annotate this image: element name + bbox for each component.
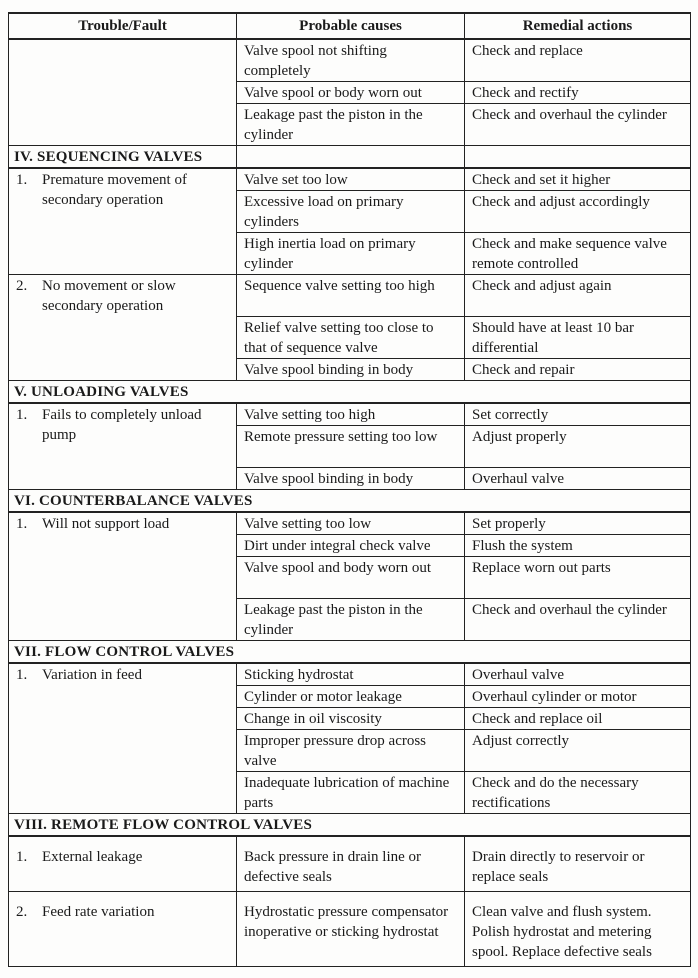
cause-cell: Valve setting too low — [237, 512, 465, 535]
cause-cell: Dirt under integral check valve — [237, 535, 465, 557]
table-row — [9, 512, 691, 535]
fault-number: 1. — [16, 849, 28, 865]
cause-cell: Leakage past the piston in the cylinder — [237, 104, 465, 146]
fault-number: 1. — [16, 407, 28, 423]
fault-number: 1. — [16, 516, 28, 532]
cause-cell: Back pressure in drain line or defective seals — [237, 836, 465, 892]
cause-cell: Valve setting too high — [237, 403, 465, 426]
section-heading-row — [9, 490, 691, 513]
section-heading-row — [9, 814, 691, 837]
fault-cell-empty — [9, 39, 237, 146]
section-title: VIII. REMOTE FLOW CONTROL VALVES — [9, 814, 691, 837]
remedy-cell: Replace worn out parts — [465, 557, 691, 599]
fault-cell — [9, 512, 237, 641]
remedy-cell: Overhaul valve — [465, 663, 691, 686]
fault-number: 2. — [16, 904, 28, 920]
fault-cell — [9, 836, 237, 892]
cause-cell: Improper pressure drop across valve — [237, 730, 465, 772]
cause-cell: Sequence valve setting too high — [237, 275, 465, 317]
cause-cell: Inadequate lubrication of machine parts — [237, 772, 465, 814]
cause-cell: Valve spool binding in body — [237, 468, 465, 490]
table-row — [9, 39, 691, 82]
cause-cell: Cylinder or motor leakage — [237, 686, 465, 708]
fault-text: Will not support load — [42, 516, 170, 532]
remedy-cell: Adjust properly — [465, 426, 691, 468]
troubleshooting-table — [8, 12, 691, 967]
cause-cell: Valve set too low — [237, 168, 465, 191]
section-heading-row — [9, 641, 691, 664]
remedy-cell: Flush the system — [465, 535, 691, 557]
remedy-cell: Check and do the necessary rectifications — [465, 772, 691, 814]
remedy-cell: Check and adjust accordingly — [465, 191, 691, 233]
cause-cell: Sticking hydrostat — [237, 663, 465, 686]
fault-number: 1. — [16, 667, 28, 683]
cause-cell: Valve spool and body worn out — [237, 557, 465, 599]
cause-cell: Valve spool or body worn out — [237, 82, 465, 104]
section-heading-row — [9, 381, 691, 404]
remedy-cell: Adjust correctly — [465, 730, 691, 772]
section-heading-row — [9, 146, 691, 169]
cause-cell: Valve spool not shifting completely — [237, 39, 465, 82]
remedy-cell: Check and make sequence valve remote controlled — [465, 233, 691, 275]
remedy-cell: Check and adjust again — [465, 275, 691, 317]
fault-cell — [9, 892, 237, 967]
fault-text: Fails to completely unload pump — [42, 407, 202, 443]
section-title: VI. COUNTERBALANCE VALVES — [9, 490, 691, 513]
remedy-cell: Should have at least 10 bar differential — [465, 317, 691, 359]
remedy-cell: Check and replace — [465, 39, 691, 82]
cause-cell: Leakage past the piston in the cylinder — [237, 599, 465, 641]
remedy-cell: Set properly — [465, 512, 691, 535]
section-title: V. UNLOADING VALVES — [9, 381, 691, 404]
section-blank-cell — [237, 146, 465, 169]
table-row — [9, 663, 691, 686]
fault-cell — [9, 403, 237, 490]
remedy-cell: Drain directly to reservoir or replace seals — [465, 836, 691, 892]
fault-text: Feed rate variation — [42, 904, 155, 920]
remedy-cell: Overhaul cylinder or motor — [465, 686, 691, 708]
remedy-cell: Clean valve and flush system. Polish hydrostat and metering spool. Replace defective seals — [465, 892, 691, 967]
table-row — [9, 892, 691, 967]
section-title: VII. FLOW CONTROL VALVES — [9, 641, 691, 664]
cause-cell: Change in oil viscosity — [237, 708, 465, 730]
remedy-cell: Check and rectify — [465, 82, 691, 104]
remedy-cell: Check and repair — [465, 359, 691, 381]
remedy-cell: Check and overhaul the cylinder — [465, 104, 691, 146]
fault-text: External leakage — [42, 849, 143, 865]
fault-number: 1. — [16, 172, 28, 188]
header-causes: Probable causes — [237, 13, 465, 39]
remedy-cell: Check and set it higher — [465, 168, 691, 191]
table-row — [9, 836, 691, 892]
header-trouble: Trouble/Fault — [9, 13, 237, 39]
table-row — [9, 403, 691, 426]
fault-cell — [9, 168, 237, 275]
table-row — [9, 168, 691, 191]
fault-number: 2. — [16, 278, 28, 294]
remedy-cell: Check and replace oil — [465, 708, 691, 730]
cause-cell: Relief valve setting too close to that of sequence valve — [237, 317, 465, 359]
table-header-row — [9, 13, 691, 39]
fault-text: No movement or slow secondary operation — [42, 278, 176, 314]
table-row — [9, 275, 691, 317]
cause-cell: Valve spool binding in body — [237, 359, 465, 381]
fault-cell — [9, 663, 237, 814]
cause-cell: Remote pressure setting too low — [237, 426, 465, 468]
cause-cell: Hydrostatic pressure compensator inoperative or sticking hydrostat — [237, 892, 465, 967]
remedy-cell: Overhaul valve — [465, 468, 691, 490]
section-title: IV. SEQUENCING VALVES — [9, 146, 237, 169]
header-remedies: Remedial actions — [465, 13, 691, 39]
cause-cell: Excessive load on primary cylinders — [237, 191, 465, 233]
fault-text: Variation in feed — [42, 667, 142, 683]
fault-cell — [9, 275, 237, 381]
remedy-cell: Set correctly — [465, 403, 691, 426]
fault-text: Premature movement of secondary operation — [42, 172, 187, 208]
section-blank-cell — [465, 146, 691, 169]
cause-cell: High inertia load on primary cylinder — [237, 233, 465, 275]
remedy-cell: Check and overhaul the cylinder — [465, 599, 691, 641]
